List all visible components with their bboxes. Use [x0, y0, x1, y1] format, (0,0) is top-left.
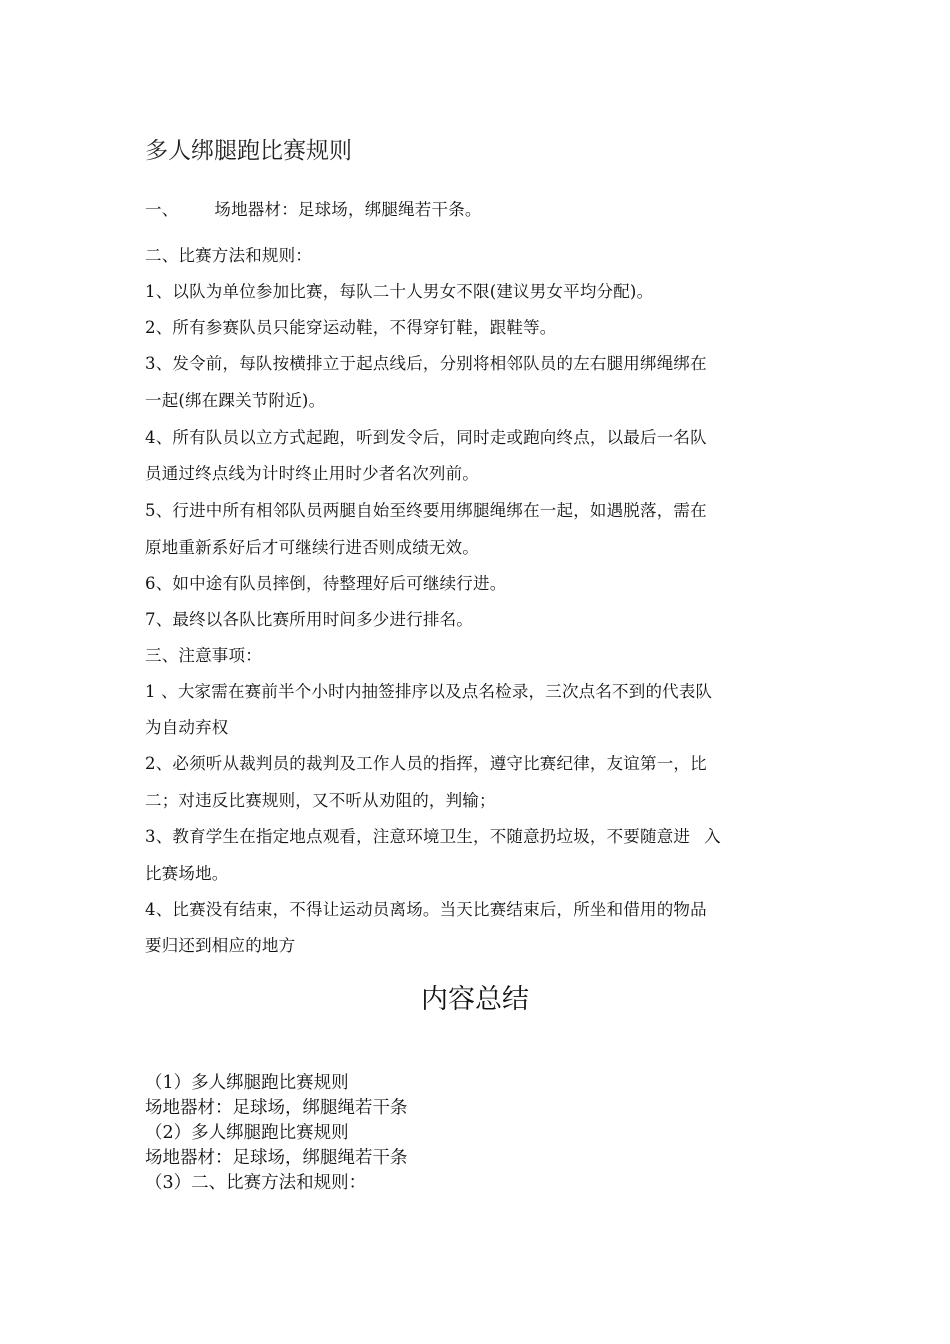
- rule-line-4-cont: 员通过终点线为计时终止用时少者名次列前。: [145, 464, 479, 483]
- rule-line-1: 1、以队为单位参加比赛，每队二十人男女不限(建议男女平均分配)。: [145, 282, 654, 301]
- section-3-heading: 三、注意事项：: [145, 646, 262, 665]
- notice-line-3: [145, 826, 810, 848]
- rule-line-3: 3、发令前，每队按横排立于起点线后，分别将相邻队员的左右腿用绑绳绑在: [145, 354, 707, 373]
- document-title: 多人绑腿跑比赛规则: [145, 138, 352, 164]
- section-2-heading: 二、比赛方法和规则：: [145, 246, 312, 265]
- notice-line-2: 2、必须听从裁判员的裁判及工作人员的指挥，遵守比赛纪律，友谊第一，比: [145, 754, 707, 773]
- summary-item-4: 场地器材：足球场，绑腿绳若干条: [145, 1148, 408, 1168]
- notice-line-2-cont: 二；对违反比赛规则，又不听从劝阻的，判输；: [145, 791, 496, 810]
- summary-item-5: （3）二、比赛方法和规则：: [145, 1173, 367, 1193]
- notice-line-1-cont: 为自动弃权: [145, 718, 229, 737]
- summary-item-2: 场地器材：足球场，绑腿绳若干条: [145, 1098, 408, 1118]
- summary-item-1: （1）多人绑腿跑比赛规则: [145, 1073, 349, 1093]
- rule-line-2: 2、所有参赛队员只能穿运动鞋，不得穿钉鞋，跟鞋等。: [145, 318, 557, 337]
- rule-line-5: 5、行进中所有相邻队员两腿自始至终要用绑腿绳绑在一起，如遇脱落，需在: [145, 501, 707, 520]
- notice-line-3-text: 3、教育学生在指定地点观看，注意环境卫生，不随意扔垃圾，不要随意进: [145, 827, 691, 846]
- notice-line-4: 4、比赛没有结束，不得让运动员离场。当天比赛结束后，所坐和借用的物品: [145, 900, 707, 919]
- rule-line-5-cont: 原地重新系好后才可继续行进否则成绩无效。: [145, 538, 479, 557]
- notice-line-1: 1 、大家需在赛前半个小时内抽签排序以及点名检录，三次点名不到的代表队: [145, 682, 713, 701]
- rule-line-6: 6、如中途有队员摔倒，待整理好后可继续行进。: [145, 574, 507, 593]
- rule-line-3-cont: 一起(绑在踝关节附近)。: [145, 391, 326, 410]
- section-1-number: 一、: [145, 200, 179, 219]
- section-1-text: 场地器材：足球场，绑腿绳若干条。: [214, 200, 482, 219]
- summary-title: 内容总结: [421, 984, 529, 1015]
- rule-line-4: 4、所有队员以立方式起跑，听到发令后，同时走或跑向终点，以最后一名队: [145, 428, 707, 447]
- notice-line-3-cont: 比赛场地。: [145, 864, 229, 883]
- summary-item-3: （2）多人绑腿跑比赛规则: [145, 1123, 349, 1143]
- notice-line-4-cont: 要归还到相应的地方: [145, 936, 296, 955]
- section-1: [145, 199, 810, 221]
- notice-line-3-tail: 入: [704, 827, 721, 846]
- rule-line-7: 7、最终以各队比赛所用时间多少进行排名。: [145, 610, 473, 629]
